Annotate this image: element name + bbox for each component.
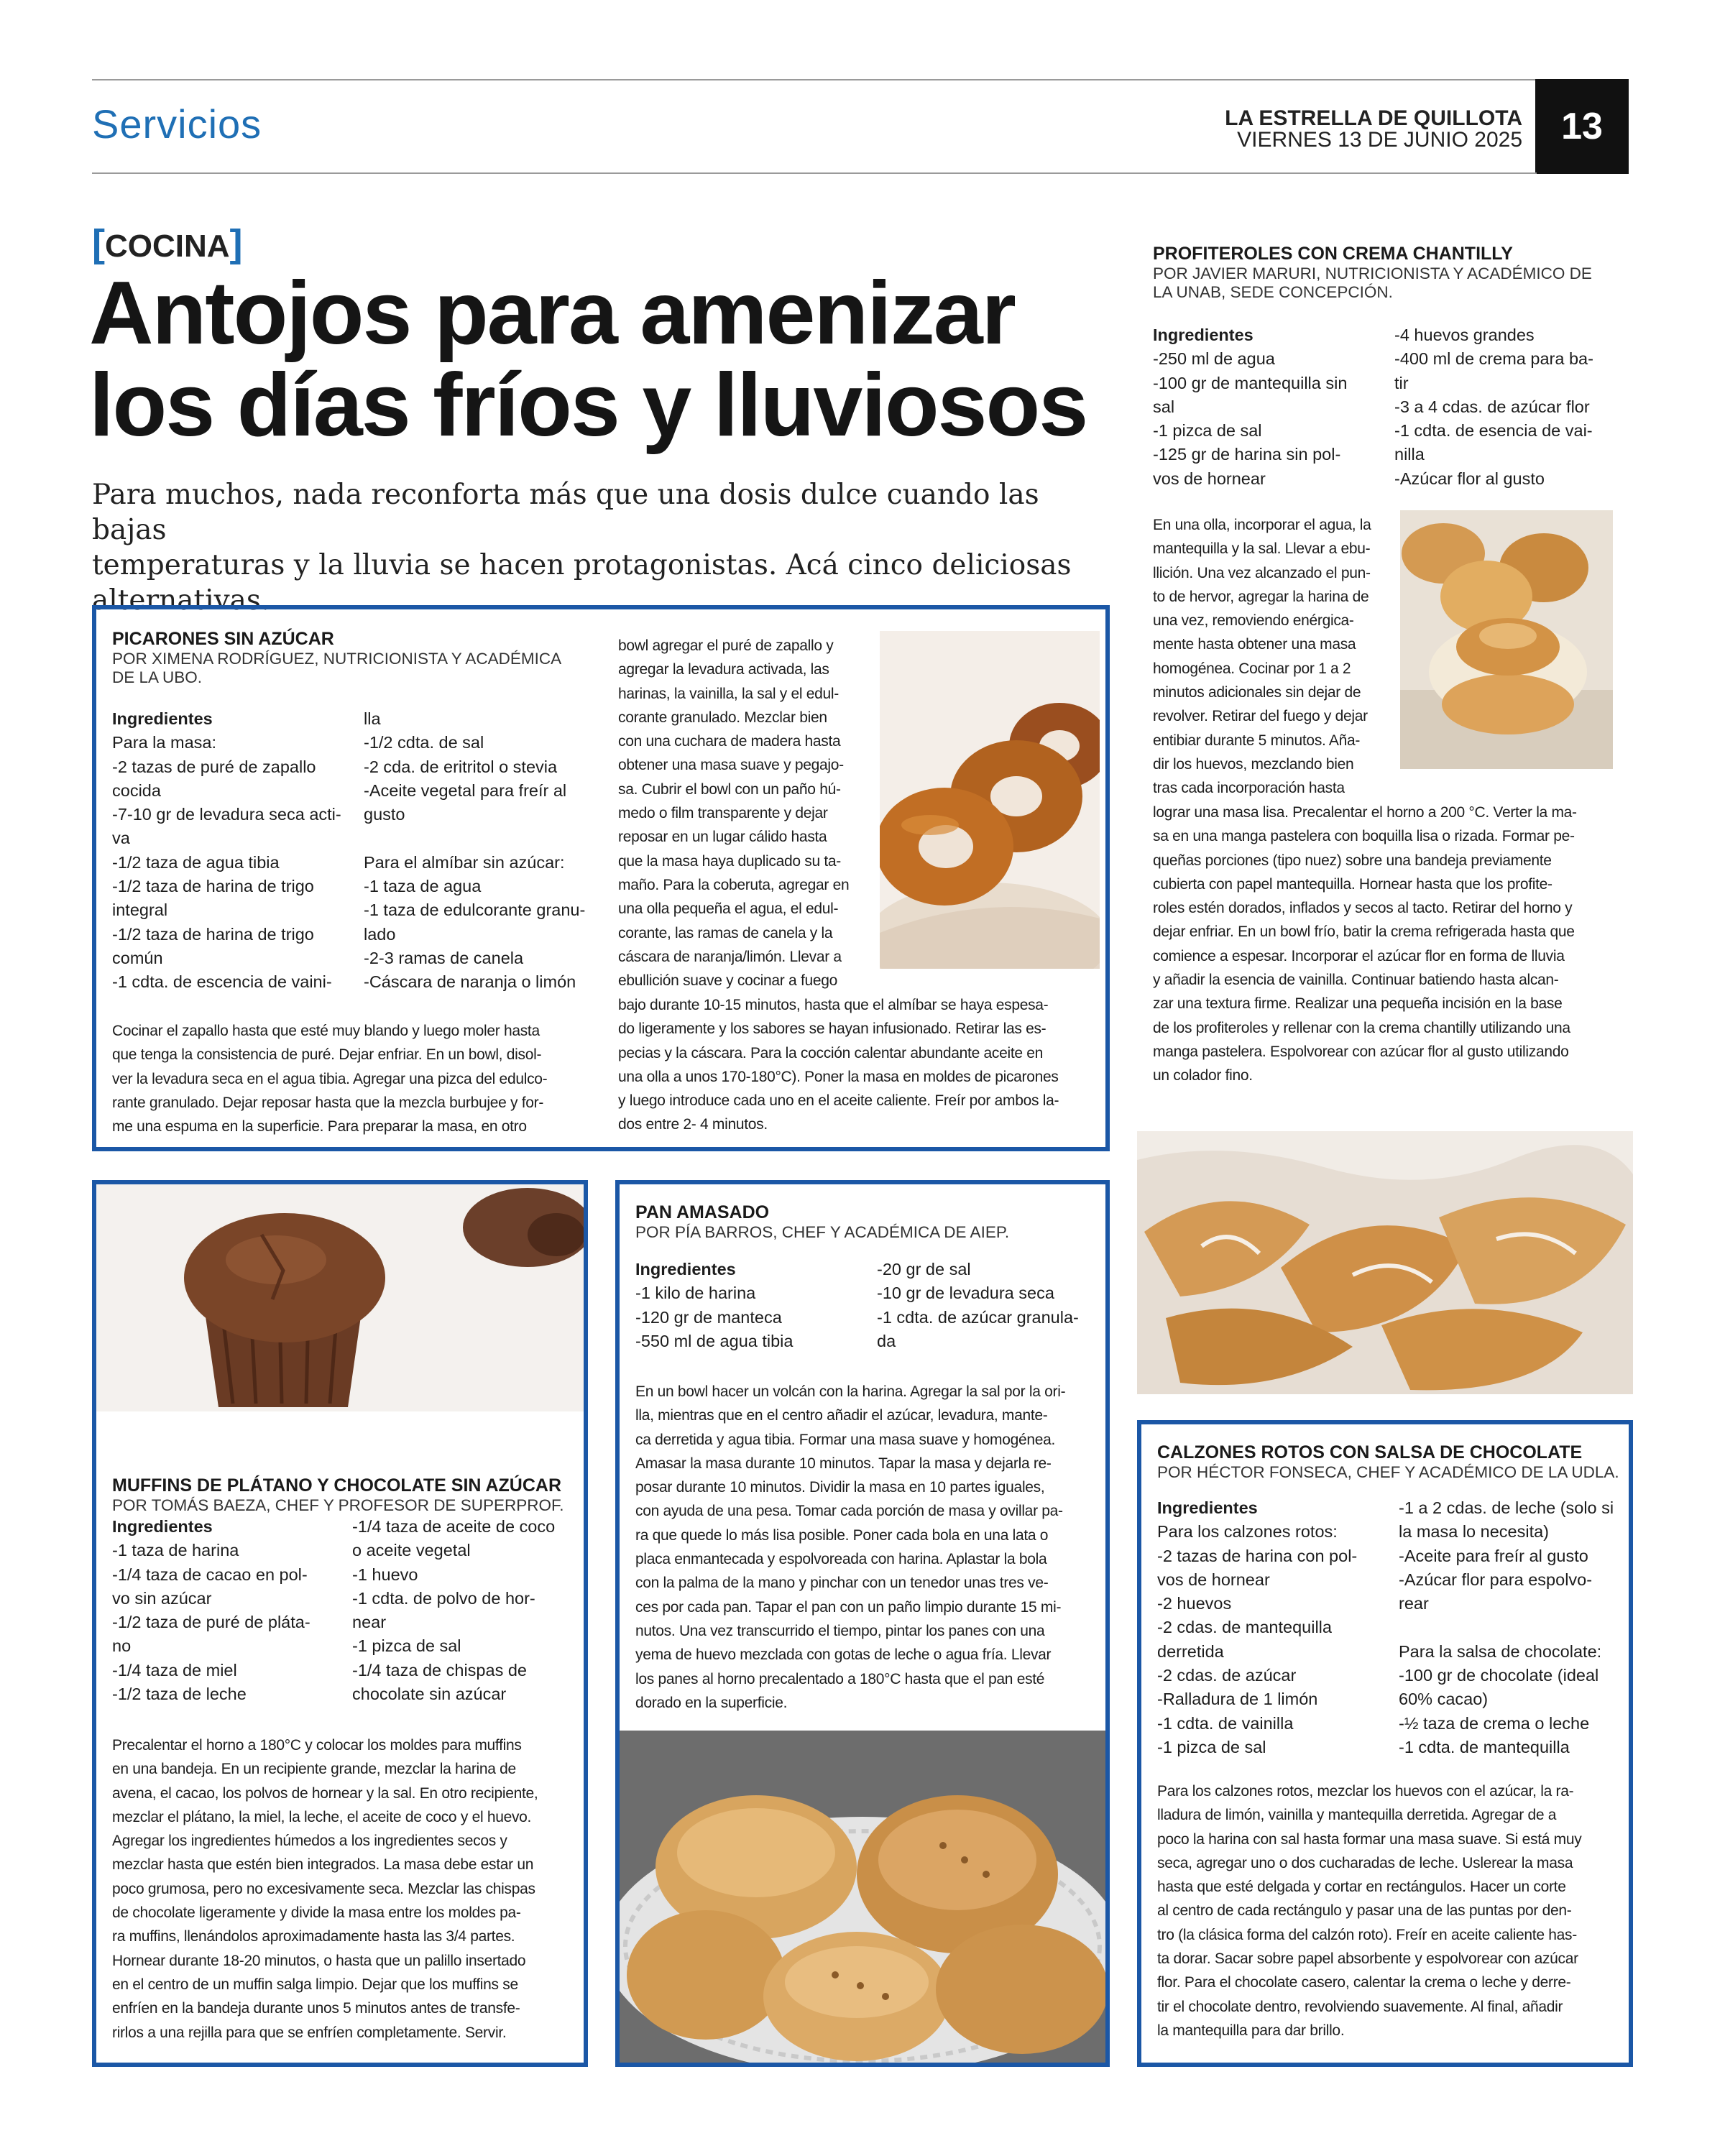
prep-line: ver la levadura seca en el agua tibia. Agregar una pizca del edulco- [112, 1070, 548, 1087]
ingredient-line: la masa lo necesita) [1399, 1522, 1549, 1542]
byline-line: POR JAVIER MARURI, NUTRICIONISTA Y ACADÉMICO DE [1153, 264, 1592, 282]
prep-line: do ligeramente y los sabores se hayan infusionado. Retirar las es- [618, 1021, 1046, 1038]
prep-line: poco la harina con sal hasta formar una masa suave. Si está muy [1157, 1830, 1582, 1848]
ingredient-line: -3 a 4 cdas. de azúcar flor [1394, 397, 1590, 416]
ingredient-line: -2 cda. de eritritol o stevia [364, 757, 558, 776]
ingredient-line: -2 huevos [1157, 1594, 1232, 1613]
ingredient-line: -2 tazas de harina con pol- [1157, 1546, 1358, 1565]
byline-line: POR HÉCTOR FONSECA, CHEF Y ACADÉMICO DE LA UDLA. [1157, 1463, 1619, 1481]
ingredient-line: -1 taza de agua [364, 877, 482, 896]
ingredient-line: -120 gr de manteca [635, 1307, 782, 1327]
ingredient-line: -400 ml de crema para ba- [1394, 349, 1593, 369]
calzones-photo [1137, 1131, 1633, 1394]
ingredient-line: vos de hornear [1157, 1570, 1270, 1589]
ingredients-col-1 [112, 1515, 342, 1706]
prep-line: hasta que esté delgada y cortar en rectángulos. Hacer un corte [1157, 1879, 1566, 1896]
prep-line: dejar enfriar. En un bowl frío, batir la crema refrigerada hasta que [1153, 923, 1575, 941]
ingredients-col-1 [635, 1258, 865, 1353]
profiteroles-photo [1400, 510, 1613, 769]
ingredient-line: rear [1399, 1594, 1429, 1613]
ingredient-line: da [877, 1331, 896, 1350]
ingredient-line: -1 cdta. de esencia de vai- [1394, 421, 1593, 441]
ingredients-heading: Ingredientes [1153, 326, 1254, 344]
prep-line: manga pastelera. Espolvorear con azúcar flor al gusto utilizando [1153, 1043, 1569, 1060]
prep-line: lograr una masa lisa. Precalentar el horno a 200 °C. Verter la ma- [1153, 804, 1577, 821]
ingredient-line [364, 826, 608, 850]
prep-line: pecias y la cáscara. Para la cocción calentar abundante aceite en [618, 1044, 1044, 1061]
ingredient-line: Para la salsa de chocolate: [1399, 1641, 1602, 1661]
prep-line: Cocinar el zapallo hasta que esté muy blando y luego moler hasta [112, 1023, 540, 1039]
prep-line: homogénea. Cocinar por 1 a 2 [1153, 660, 1351, 677]
ingredient-line: integral [112, 900, 168, 920]
preparation-part-2 [618, 634, 877, 992]
prep-line: que la masa haya duplicado su ta- [618, 852, 841, 870]
preparation [635, 1380, 1103, 1715]
preparation-part-3 [618, 993, 1100, 1137]
ingredient-line: -1 huevo [352, 1565, 418, 1584]
prep-line: minutos adicionales sin dejar de [1153, 684, 1361, 701]
ingredient-line: -4 huevos grandes [1394, 326, 1535, 344]
prep-line: flor. Para el chocolate casero, calentar la crema o leche y derre- [1157, 1974, 1571, 1991]
ingredients-col-2 [1399, 1496, 1629, 1759]
prep-line: con ayuda de una pesa. Tomar cada porción de masa y ovillar pa- [635, 1503, 1063, 1520]
ingredient-line: no [112, 1636, 132, 1656]
prep-line: mezclar hasta que estén bien integrados. La masa debe estar un [112, 1856, 534, 1874]
ingredient-line: -1 cdta. de vainilla [1157, 1713, 1294, 1733]
prep-line: bajo durante 10-15 minutos, hasta que el almíbar se haya espesa- [618, 997, 1049, 1013]
prep-line: mantequilla y la sal. Llevar a ebu- [1153, 540, 1371, 558]
prep-line: Hornear durante 18-20 minutos, o hasta que un palillo insertado [112, 1952, 526, 1969]
recipe-title: CALZONES ROTOS CON SALSA DE CHOCOLATE [1157, 1442, 1583, 1462]
ingredient-line: -1/2 taza de harina de trigo [112, 924, 314, 944]
byline-line: POR XIMENA RODRÍGUEZ, NUTRICIONISTA Y ACADÉMICA [112, 650, 562, 668]
ingredient-line: chocolate sin azúcar [352, 1685, 507, 1704]
prep-line: cubierta con papel mantequilla. Hornear hasta que los profite- [1153, 875, 1552, 893]
prep-line: ca derretida y agua tibia. Formar una masa suave y homogénea. [635, 1431, 1056, 1448]
ingredient-line: -Ralladura de 1 limón [1157, 1690, 1318, 1709]
prep-line: medo o film transparente y dejar [618, 805, 828, 822]
ingredient-line: sal [1153, 397, 1175, 416]
ingredient-line: -Aceite vegetal para freír al [364, 780, 567, 800]
prep-line: comience a espesar. Incorporar el azúcar flor en forma de lluvia [1153, 947, 1565, 964]
prep-line: una olla a unos 170-180°C). Poner la masa en moldes de picarones [618, 1068, 1059, 1085]
deck [92, 477, 1084, 618]
prep-line: tir el chocolate dentro, revolviendo suavemente. Al final, añadir [1157, 1998, 1563, 2015]
ingredients-heading: Ingredientes [635, 1260, 736, 1279]
picarones-box [92, 605, 1110, 1151]
ingredient-line: -Azúcar flor al gusto [1394, 469, 1545, 488]
recipe-title: PAN AMASADO [635, 1202, 770, 1222]
recipe-title: PICARONES SIN AZÚCAR [112, 629, 334, 649]
preparation-part-1 [112, 1019, 608, 1138]
prep-line: Precalentar el horno a 180°C y colocar los moldes para muffins [112, 1737, 522, 1754]
prep-line: sa. Cubrir el bowl con un paño hú- [618, 780, 841, 798]
prep-line: lla, mientras que en el centro añadir el azúcar, levadura, mante- [635, 1407, 1048, 1424]
ingredient-line: -1/4 taza de miel [112, 1660, 237, 1680]
prep-line: revolver. Retirar del fuego y dejar [1153, 708, 1368, 725]
ingredient-line: -1 cdta. de escencia de vaini- [112, 972, 332, 992]
recipe-title: MUFFINS DE PLÁTANO Y CHOCOLATE SIN AZÚCAR [112, 1475, 561, 1496]
prep-line: obtener una masa suave y pegajo- [618, 757, 844, 774]
issue-date: VIERNES 13 DE JUNIO 2025 [1237, 128, 1522, 152]
newspaper-name: LA ESTRELLA DE QUILLOTA [1225, 106, 1522, 130]
kicker-label: COCINA [104, 229, 230, 264]
prep-line: llición. Una vez alcanzado el pun- [1153, 564, 1371, 581]
prep-line: seca, agregar uno o dos cucharadas de leche. Uslerear la masa [1157, 1854, 1573, 1871]
ingredient-line: -1 cdta. de mantequilla [1399, 1737, 1570, 1756]
prep-line: sa en una manga pastelera con boquilla lisa o rizada. Formar pe- [1153, 828, 1575, 845]
prep-line: yema de huevo mezclada con gotas de leche o agua fría. Llevar [635, 1646, 1052, 1664]
ingredient-line: -1 a 2 cdas. de leche (solo si [1399, 1498, 1614, 1517]
ingredient-line: lado [364, 924, 396, 944]
ingredients-heading: Ingredientes [1157, 1498, 1258, 1517]
prep-line: Agregar los ingredientes húmedos a los ingredientes secos y [112, 1833, 507, 1850]
ingredient-line: va [112, 829, 130, 848]
muffin-photo [96, 1184, 584, 1411]
ingredient-line: -1/4 taza de cacao en pol- [112, 1565, 308, 1584]
ingredients-col-1 [1153, 323, 1383, 491]
ingredient-line: -Azúcar flor para espolvo- [1399, 1570, 1593, 1589]
ingredient-line: -1 taza de harina [112, 1541, 239, 1560]
ingredients-col-1 [112, 707, 356, 995]
byline-line: POR TOMÁS BAEZA, CHEF Y PROFESOR DE SUPERPROF. [112, 1496, 564, 1514]
prep-line: y añadir la esencia de vainilla. Continuar batiendo hasta alcan- [1153, 972, 1559, 989]
prep-line: posar durante 10 minutos. Dividir la masa en 10 partes iguales, [635, 1479, 1045, 1496]
ingredient-line: -100 gr de mantequilla sin [1153, 373, 1348, 392]
ingredient-line: cocida [112, 780, 161, 800]
prep-line: en el centro de un muffin salga limpio. Dejar que los muffins se [112, 1976, 518, 1993]
ingredient-line: 60% cacao) [1399, 1690, 1489, 1709]
prep-line: cáscara de naranja/limón. Llevar a [618, 948, 842, 965]
prep-line: Amasar la masa durante 10 minutos. Tapar la masa y dejarla re- [635, 1455, 1052, 1472]
ingredient-line: Para los calzones rotos: [1157, 1522, 1338, 1542]
ingredient-line: tir [1394, 373, 1409, 392]
prep-line: zar una textura firme. Realizar una pequeña incisión en la base [1153, 995, 1563, 1013]
recipe-byline [1153, 264, 1592, 302]
ingredient-line: nilla [1394, 445, 1425, 464]
prep-line: avena, el cacao, los polvos de hornear y la sal. En otro recipiente, [112, 1784, 538, 1802]
prep-line: ta dorar. Sacar sobre papel absorbente y espolvorear con azúcar [1157, 1950, 1578, 1968]
prep-line: la mantequilla para dar brillo. [1157, 2022, 1345, 2039]
ingredient-line: gusto [364, 805, 405, 824]
prep-line: una olla pequeña el agua, el edul- [618, 900, 839, 918]
prep-line: to de hervor, agregar la harina de [1153, 588, 1369, 605]
ingredient-line: -7-10 gr de levadura seca acti- [112, 805, 341, 824]
prep-line: dir los huevos, mezclando bien [1153, 755, 1354, 773]
prep-line: bowl agregar el puré de zapallo y [618, 637, 834, 654]
ingredient-line: -2 cdas. de azúcar [1157, 1666, 1297, 1685]
prep-line: En un bowl hacer un volcán con la harina. Agregar la sal por la ori- [635, 1383, 1066, 1400]
prep-line: en una bandeja. En un recipiente grande, mezclar la harina de [112, 1761, 516, 1778]
prep-line: rante granulado. Dejar reposar hasta que la mezcla burbujee y for- [112, 1094, 544, 1111]
ingredient-line: -1 cdta. de polvo de hor- [352, 1588, 535, 1608]
ingredient-line: -1/2 cdta. de sal [364, 733, 484, 752]
prep-line: los panes al horno precalentado a 180°C hasta que el pan esté [635, 1670, 1045, 1687]
prep-line: un colador fino. [1153, 1067, 1253, 1084]
prep-line: ra muffins, llenándolos aproximadamente hasta las 3/4 partes. [112, 1928, 515, 1945]
profiteroles-article [1153, 244, 1613, 1092]
prep-line: una vez, removiendo enérgica- [1153, 612, 1354, 630]
prep-line: dos entre 2- 4 minutos. [618, 1116, 768, 1133]
prep-line: mezclar el plátano, la miel, la leche, el aceite de coco y el huevo. [112, 1808, 532, 1825]
ingredient-line: -10 gr de levadura seca [877, 1284, 1054, 1303]
ingredient-line [1399, 1616, 1629, 1639]
preparation-part-1 [1153, 513, 1390, 801]
calzones-box [1137, 1420, 1633, 2067]
prep-line: queñas porciones (tipo nuez) sobre una bandeja previamente [1153, 852, 1552, 869]
prep-line: agregar la levadura activada, las [618, 661, 829, 678]
headline-line: los días fríos y lluviosos [89, 356, 1087, 455]
ingredient-line: -1/2 taza de leche [112, 1685, 247, 1704]
prep-line: En una olla, incorporar el agua, la [1153, 517, 1371, 533]
prep-line: de los profiteroles y rellenar con la crema chantilly utilizando una [1153, 1019, 1570, 1036]
prep-line: enfríen en la bandeja durante unos 5 minutos antes de transfe- [112, 2000, 520, 2017]
deck-line: temperaturas y la lluvia se hacen protagonistas. Acá cinco deliciosas [92, 549, 1072, 581]
byline-line: POR PÍA BARROS, CHEF Y ACADÉMICA DE AIEP. [635, 1223, 1010, 1241]
recipe-byline [1157, 1463, 1619, 1482]
ingredient-line: -Cáscara de naranja o limón [364, 972, 576, 992]
ingredient-line: Para el almíbar sin azúcar: [364, 852, 565, 872]
prep-line: placa enmantecada y espolvoreada con harina. Aplastar la bola [635, 1551, 1047, 1568]
ingredient-line: -100 gr de chocolate (ideal [1399, 1666, 1599, 1685]
prep-line: rirlos a una rejilla para que se enfríen completamente. Servir. [112, 2024, 507, 2041]
headline-line: Antojos para amenizar [89, 264, 1015, 363]
ingredients-col-2 [877, 1258, 1107, 1353]
prep-line: harinas, la vainilla, la sal y el edul- [618, 685, 839, 702]
ingredient-line: -½ taza de crema o leche [1399, 1713, 1590, 1733]
prep-line: me una espuma en la superficie. Para preparar la masa, en otro [112, 1118, 527, 1135]
ingredient-line: Para la masa: [112, 733, 216, 752]
prep-line: dorado en la superficie. [635, 1694, 788, 1711]
page-number: 13 [1535, 79, 1629, 174]
headline [89, 264, 1088, 455]
muffins-box [92, 1180, 588, 2067]
prep-line: reposar en un lugar cálido hasta [618, 829, 827, 846]
prep-line: tro (la clásica forma del calzón roto). Freír en aceite caliente has- [1157, 1926, 1577, 1943]
prep-line: tras cada incorporación hasta [1153, 780, 1345, 797]
prep-line: roles estén dorados, inflados y secos al tacto. Retirar del horno y [1153, 900, 1573, 917]
byline-line: LA UNAB, SEDE CONCEPCIÓN. [1153, 283, 1393, 301]
ingredient-line: -1 pizca de sal [1157, 1737, 1266, 1756]
ingredients-heading: Ingredientes [112, 1517, 213, 1536]
ingredient-line: o aceite vegetal [352, 1541, 471, 1560]
ingredient-line: derretida [1157, 1641, 1224, 1661]
pan-amasado-box [615, 1180, 1110, 2067]
prep-line: nutos. Una vez transcurrido el tiempo, pintar los panes con una [635, 1622, 1045, 1639]
ingredient-line: -2-3 ramas de canela [364, 948, 524, 967]
ingredients-col-2 [352, 1515, 582, 1706]
section-label: Servicios [92, 101, 262, 147]
ingredient-line: -1 kilo de harina [635, 1284, 756, 1303]
ingredient-line: vos de hornear [1153, 469, 1266, 488]
prep-line: Para los calzones rotos, mezclar los huevos con el azúcar, la ra- [1157, 1783, 1574, 1800]
ingredients-col-2 [364, 707, 608, 995]
ingredient-line: near [352, 1613, 387, 1632]
prep-line: entibiar durante 5 minutos. Aña- [1153, 732, 1361, 749]
masthead [1225, 108, 1522, 151]
ingredient-line: -1 taza de edulcorante granu- [364, 900, 586, 920]
preparation-part-2 [1153, 801, 1613, 1088]
ingredient-line: -Aceite para freír al gusto [1399, 1546, 1588, 1565]
prep-line: ra que quede lo más lisa posible. Poner cada bola en una lata o [635, 1526, 1049, 1544]
prep-line: poco grumosa, pero no excesivamente seca. Mezclar las chispas [112, 1880, 535, 1897]
ingredient-line: -1/2 taza de puré de pláta- [112, 1613, 310, 1632]
kicker [92, 221, 243, 266]
recipe-title: PROFITEROLES CON CREMA CHANTILLY [1153, 244, 1513, 264]
ingredient-line: -1/4 taza de chispas de [352, 1660, 527, 1680]
prep-line: mente hasta obtener una masa [1153, 636, 1356, 653]
prep-line: con una cuchara de madera hasta [618, 733, 841, 750]
deck-line: Para muchos, nada reconforta más que una dosis dulce cuando las bajas [92, 479, 1039, 546]
ingredient-line: -1 pizca de sal [1153, 421, 1262, 441]
prep-line: que tenga la consistencia de puré. Dejar enfriar. En un bowl, disol- [112, 1046, 542, 1064]
ingredient-line: -1 cdta. de azúcar granula- [877, 1307, 1079, 1327]
prep-line: de chocolate ligeramente y divide la masa entre los moldes pa- [112, 1904, 521, 1922]
prep-line: corante granulado. Mezclar bien [618, 709, 827, 726]
ingredients-col-2 [1394, 323, 1610, 491]
ingredient-line: común [112, 948, 163, 967]
ingredient-line: -20 gr de sal [877, 1260, 971, 1279]
prep-line: maño. Para la coberuta, agregar en [618, 876, 850, 893]
ingredients-col-1 [1157, 1496, 1394, 1759]
bread-photo [620, 1731, 1105, 2063]
kicker-bracket-open: [ [92, 222, 105, 265]
ingredient-line: lla [364, 709, 381, 728]
prep-line: al centro de cada rectángulo y pasar una de las puntas por den- [1157, 1902, 1572, 1920]
recipe-byline [112, 1496, 564, 1515]
ingredient-line: vo sin azúcar [112, 1588, 212, 1608]
kicker-bracket-close: ] [229, 222, 243, 265]
ingredient-line: -1 pizca de sal [352, 1636, 461, 1656]
preparation [1157, 1779, 1624, 2042]
ingredient-line: -550 ml de agua tibia [635, 1331, 794, 1350]
recipe-byline [635, 1223, 1009, 1242]
prep-line: ebullición suave y cocinar a fuego [618, 972, 837, 990]
ingredient-line: -2 cdas. de mantequilla [1157, 1618, 1332, 1637]
preparation [112, 1733, 579, 2045]
ingredient-line: -125 gr de harina sin pol- [1153, 445, 1341, 464]
prep-line: lladura de limón, vainilla y mantequilla derretida. Agregar de a [1157, 1807, 1557, 1824]
byline-line: DE LA UBO. [112, 668, 203, 686]
prep-line: con la palma de la mano y pinchar con un tenedor unas tres ve- [635, 1575, 1049, 1592]
ingredient-line: -2 tazas de puré de zapallo [112, 757, 316, 776]
prep-line: corante, las ramas de canela y la [618, 924, 833, 941]
picarones-photo [880, 631, 1100, 969]
ingredient-line: -250 ml de agua [1153, 349, 1275, 369]
recipe-byline [112, 650, 561, 687]
ingredients-heading: Ingredientes [112, 709, 213, 728]
ingredient-line: -1/2 taza de harina de trigo [112, 877, 314, 896]
ingredient-line: -1/2 taza de agua tibia [112, 852, 280, 872]
deck-line: alternativas. [92, 584, 270, 617]
prep-line: ces por cada pan. Tapar el pan con un paño limpio durante 15 mi- [635, 1598, 1062, 1616]
prep-line: y luego introduce cada uno en el aceite caliente. Freír por ambos la- [618, 1092, 1059, 1110]
ingredient-line: -1/4 taza de aceite de coco [352, 1517, 556, 1536]
